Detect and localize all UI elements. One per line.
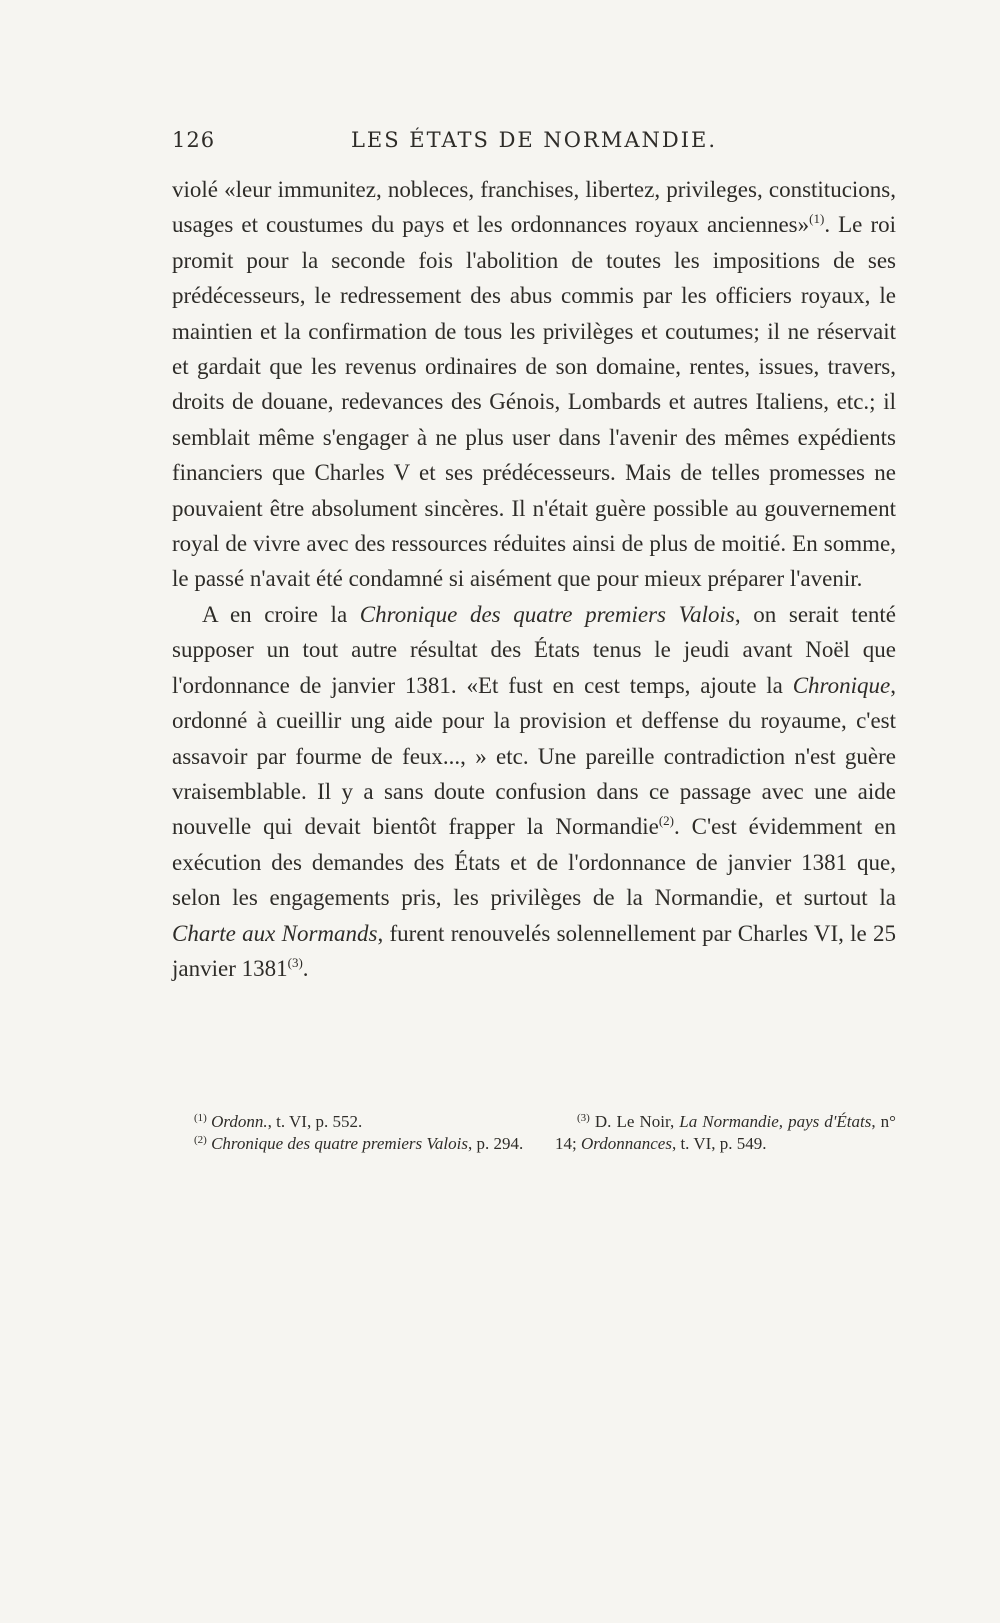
footnote-1-mark: (1) xyxy=(194,1112,207,1124)
paragraph-1-part-b: . Le roi promit pour la seconde fois l'abolition de toutes les impositions de ses prédécesseurs, le redressement des abus commis par les officiers royaux, le maintien et la confirmation de tous les privilèges et coutumes; il ne réservait et gardait que les revenus ordinaires de son domaine, rentes, issues, travers, droits de douane, redevances des Génois, Lombards et autres Italiens, etc.; il semblait même s'engager à ne plus user dans l'avenir des mêmes expédients financiers que Charles V et ses prédécesseurs. Mais de telles promesses ne pouvaient être absolument sincères. Il n'était guère possible au gouvernement royal de vivre avec des ressources réduites ainsi de plus de moitié. En somme, le passé n'avait été condamné si aisément que pour mieux préparer l'avenir. xyxy=(172,212,896,592)
page-number: 126 xyxy=(172,128,216,152)
footnotes-left-column xyxy=(172,1111,527,1155)
paragraph-2-part-d: . C'est évidemment en exécution des demandes des États et de l'ordonnance de janvier 1381 que, selon les engagements pris, les privilèges de la Normandie, et surtout la xyxy=(172,814,897,911)
footnote-3-italic-b: Ordonnances xyxy=(580,1134,672,1153)
chronique-title-italic: Chronique des quatre premiers Valois xyxy=(359,601,735,627)
footnotes-right-column xyxy=(555,1111,896,1155)
paragraph-2-part-b: , on serait tenté supposer un tout autre résultat des États tenus le jeudi avant Noël que l'ordonnance de janvier 1381. «Et fust en cest temps, ajoute la xyxy=(172,601,896,698)
running-head xyxy=(172,128,896,158)
body-text xyxy=(172,172,896,986)
footnote-1-italic: Ordonn. xyxy=(211,1112,268,1131)
paragraph-1-part-a: violé «leur immunitez, nobleces, franchises, libertez, privileges, constitucions, usages et coustumes du pays et les ordonnances royaux anciennes» xyxy=(172,177,896,238)
footnote-2-mark: (2) xyxy=(194,1134,207,1146)
footnote-2-italic: Chronique des quatre premiers Valois xyxy=(211,1134,468,1153)
footnote-3-text-c: , t. VI, p. 549. xyxy=(671,1134,767,1153)
charte-title-italic: Charte aux Normands xyxy=(172,920,378,946)
running-title: LES ÉTATS DE NORMANDIE. xyxy=(350,128,718,152)
footnote-ref-1: (1) xyxy=(809,211,825,227)
footnote-2 xyxy=(172,1133,527,1155)
footnote-1 xyxy=(172,1111,527,1133)
footnote-3-text-a: D. Le Noir, xyxy=(589,1112,680,1131)
footnote-ref-2: (2) xyxy=(658,813,674,829)
footnote-1-text: , t. VI, p. 552. xyxy=(267,1112,363,1131)
footnote-ref-3: (3) xyxy=(287,954,303,970)
paragraph-2-part-c: , ordonné à cueillir ung aide pour la provision et deffense du royaume, c'est assavoir par fourme de feux..., » etc. Une pareille contradiction n'est guère vraisemblable. Il y a sans doute confusion dans ce passage avec une aide nouvelle qui devait bientôt frapper la Normandie xyxy=(172,672,896,840)
chronique-short-italic: Chronique xyxy=(792,672,891,698)
footnote-3-mark: (3) xyxy=(577,1112,590,1124)
paragraph-2-part-e: , furent renouvelés solennellement par Charles VI, le 25 janvier 1381 xyxy=(172,920,897,981)
paragraph-2 xyxy=(172,597,896,986)
paragraph-2-part-f: . xyxy=(302,955,309,981)
footnote-3-italic-a: La Normandie, pays d'États xyxy=(679,1112,872,1131)
footnote-2-text: , p. 294. xyxy=(467,1134,524,1153)
footnote-3-text-b: , n° 14; xyxy=(555,1112,896,1153)
paragraph-2-part-a: A en croire la xyxy=(202,601,360,627)
paragraph-1 xyxy=(172,172,896,597)
footnote-3 xyxy=(555,1111,896,1155)
